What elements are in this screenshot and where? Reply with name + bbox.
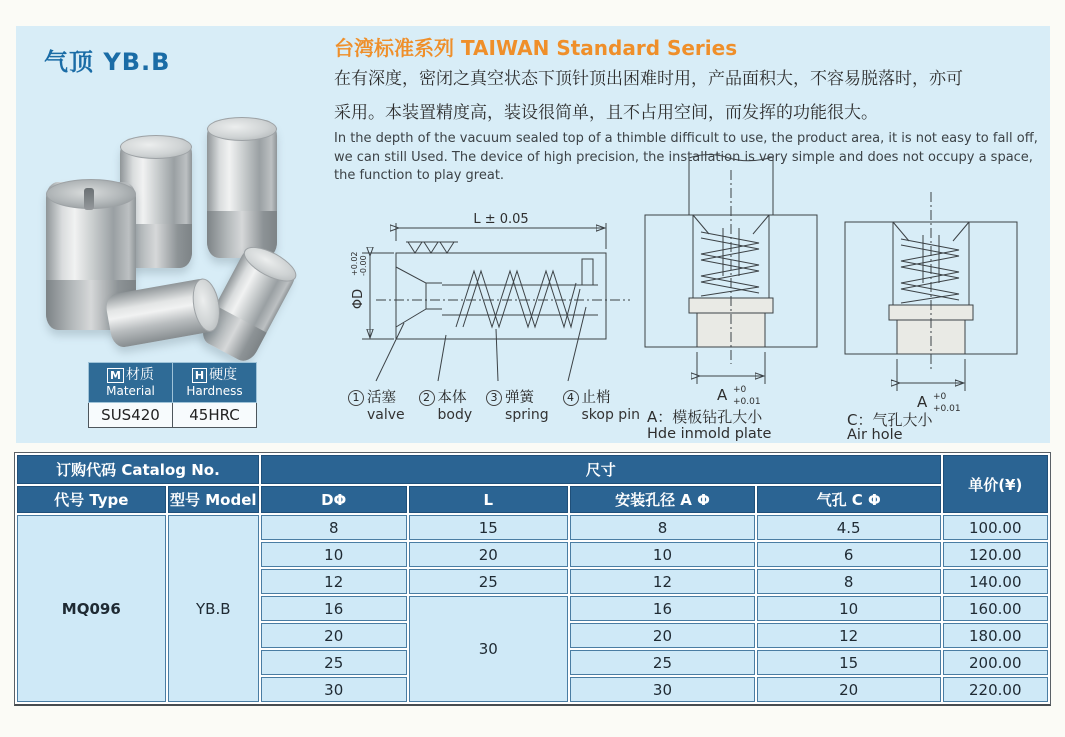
cell-price: 100.00: [943, 515, 1048, 540]
cell-price: 220.00: [943, 677, 1048, 702]
cell-l-merged: 30: [409, 596, 569, 702]
dim-diameter-tol-lower: -0.00: [359, 255, 368, 276]
hardness-value: 45HRC: [173, 403, 257, 428]
part-label-spring: 3 弹簧 spring: [486, 386, 549, 423]
cell-d: 16: [261, 596, 407, 621]
material-header: M 材质 Material: [89, 363, 173, 403]
cell-a: 10: [570, 542, 755, 567]
part-label-valve: 1 活塞 valve: [348, 386, 405, 423]
description-en: In the depth of the vacuum sealed top of a thimble difficult to use, the product area, it is not easy to fall off, we can still Used. The device of high precision, the installation is very simple and does not occupy a space, the function to play great.: [334, 131, 1038, 183]
dim-c-tol-upper: +0: [933, 392, 947, 402]
part-number-3: 3: [486, 390, 502, 406]
part-number-4: 4: [563, 390, 579, 406]
material-value: SUS420: [89, 403, 173, 428]
product-info-panel: [16, 26, 1050, 443]
part-number-1: 1: [348, 390, 364, 406]
diagram-a-caption-en: Hde inmold plate: [647, 426, 772, 442]
cell-c: 10: [757, 596, 941, 621]
header-size: 尺寸: [261, 455, 941, 484]
cell-price: 140.00: [943, 569, 1048, 594]
cell-price: 160.00: [943, 596, 1048, 621]
cell-c: 6: [757, 542, 941, 567]
dim-c-tol-lower: +0.01: [933, 404, 961, 414]
cell-a: 25: [570, 650, 755, 675]
cell-c: 15: [757, 650, 941, 675]
series-title: 台湾标准系列 TAIWAN Standard Series: [334, 36, 738, 60]
cell-a: 12: [570, 569, 755, 594]
header-l: L: [409, 486, 569, 513]
type-code-cell: MQ096: [17, 515, 166, 702]
part-labels: [348, 386, 640, 423]
hardness-header: H 硬度 Hardness: [173, 363, 257, 403]
part-label-stop-pin: 4 止梢 skop pin: [563, 386, 640, 423]
material-hardness-table: [88, 362, 257, 428]
part-label-body: 2 本体 body: [419, 386, 473, 423]
main-section-diagram: [346, 211, 638, 387]
pricing-table: [15, 453, 1050, 704]
dim-a-letter: A: [717, 386, 728, 404]
table-header-row-2: [17, 486, 1048, 513]
header-d: DΦ: [261, 486, 407, 513]
header-catalog-no: 订购代码 Catalog No.: [17, 455, 259, 484]
dim-diameter-label: ΦD: [351, 288, 366, 310]
cell-c: 20: [757, 677, 941, 702]
hardness-badge: H: [192, 368, 207, 383]
cell-price: 120.00: [943, 542, 1048, 567]
air-hole-diagram: [831, 192, 1031, 443]
dim-a-tol-upper: +0: [733, 385, 747, 395]
dim-length-label: L ± 0.05: [473, 212, 529, 227]
header-a: 安装孔径 A Φ: [570, 486, 755, 513]
cell-a: 30: [570, 677, 755, 702]
description-cn-line1: 在有深度，密闭之真空状态下顶针顶出困难时用，产品面积大，不容易脱落时，亦可: [334, 69, 963, 89]
header-type: 代号 Type: [17, 486, 166, 513]
diagram-a-caption-cn: A：模板钻孔大小: [647, 408, 763, 426]
dim-c-letter: A: [917, 393, 928, 411]
header-c: 气孔 C Φ: [757, 486, 941, 513]
description-cn: [334, 62, 1049, 130]
material-badge: M: [107, 368, 124, 383]
table-row: [17, 515, 1048, 540]
dim-diameter-tol-upper: +0.02: [350, 251, 359, 276]
cell-l: 15: [409, 515, 569, 540]
table-header-row-1: [17, 455, 1048, 484]
cell-d: 20: [261, 623, 407, 648]
cell-d: 10: [261, 542, 407, 567]
cell-a: 16: [570, 596, 755, 621]
cell-a: 8: [570, 515, 755, 540]
pricing-table-body: [17, 515, 1048, 702]
cell-c: 12: [757, 623, 941, 648]
product-photo: [24, 82, 330, 362]
diagram-c-caption-cn: C：气孔大小: [847, 411, 933, 429]
cell-price: 180.00: [943, 623, 1048, 648]
cell-c: 8: [757, 569, 941, 594]
model-cell: YB.B: [168, 515, 259, 702]
dim-a-tol-lower: +0.01: [733, 397, 761, 407]
header-unit-price: 单价(¥): [943, 455, 1048, 513]
header-model: 型号 Model: [168, 486, 259, 513]
cell-d: 8: [261, 515, 407, 540]
cell-l: 25: [409, 569, 569, 594]
cell-a: 20: [570, 623, 755, 648]
description-cn-line2: 采用。本装置精度高，装设很简单，且不占用空间，而发挥的功能很大。: [334, 103, 878, 123]
mold-plate-diagram: [631, 148, 831, 440]
cell-d: 30: [261, 677, 407, 702]
cell-d: 25: [261, 650, 407, 675]
cell-l: 20: [409, 542, 569, 567]
cell-price: 200.00: [943, 650, 1048, 675]
page-title: 气顶 YB.B: [44, 48, 171, 76]
pricing-table-section: [14, 452, 1051, 706]
cell-c: 4.5: [757, 515, 941, 540]
cell-d: 12: [261, 569, 407, 594]
diagram-c-caption-en: Air hole: [847, 427, 903, 443]
product-cylinder-large: [207, 120, 277, 258]
part-number-2: 2: [419, 390, 435, 406]
